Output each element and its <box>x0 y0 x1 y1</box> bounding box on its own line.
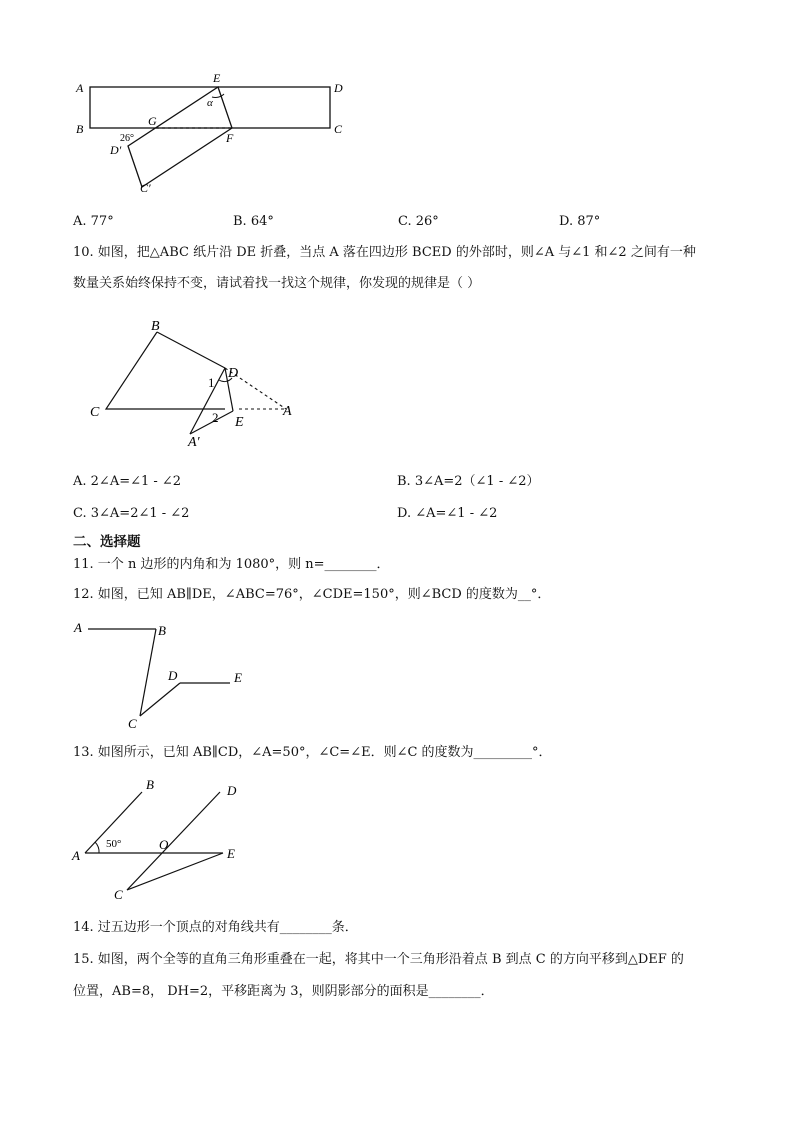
q15-text-line2: 位置，AB=8， DH=2，平移距离为 3，则阴影部分的面积是________． <box>73 984 494 999</box>
q10-option-b[interactable]: B. 3∠A=2（∠1 - ∠2） <box>397 474 540 489</box>
q14-text: 14. 过五边形一个顶点的对角线共有________条． <box>73 920 358 935</box>
label-B: B <box>76 122 84 136</box>
label-B: B <box>151 319 160 334</box>
q11-text: 11. 一个 n 边形的内角和为 1080°，则 n=________． <box>73 557 390 572</box>
q13-figure <box>70 775 260 905</box>
label-D: D <box>334 81 343 95</box>
q9-figure <box>70 70 370 200</box>
label-26-degree: 26° <box>120 133 134 144</box>
label-E: E <box>235 415 244 430</box>
q9-option-a[interactable]: A. 77° <box>73 214 114 229</box>
label-C: C <box>114 887 123 902</box>
label-E: E <box>213 71 221 85</box>
q10-option-d[interactable]: D. ∠A=∠1 - ∠2 <box>397 506 498 521</box>
q10-figure <box>80 312 310 452</box>
label-A: A <box>74 620 82 635</box>
label-E: E <box>234 670 242 685</box>
label-D: D <box>168 668 178 683</box>
q9-option-b[interactable]: B. 64° <box>233 214 274 229</box>
label-B: B <box>146 777 154 792</box>
label-D: D <box>227 783 237 798</box>
q13-text: 13. 如图所示，已知 AB∥CD，∠A=50°，∠C=∠E．则∠C 的度数为_________°． <box>73 745 552 760</box>
q10-option-c[interactable]: C. 3∠A=2∠1 - ∠2 <box>73 506 190 521</box>
q10-text-line2: 数量关系始终保持不变，请试着找一找这个规律，你发现的规律是（ ） <box>73 276 481 291</box>
label-O: O <box>159 837 169 852</box>
label-F: F <box>226 131 234 145</box>
label-A-prime: A′ <box>188 435 200 450</box>
label-D-prime: D′ <box>110 143 122 157</box>
label-C: C <box>90 405 100 420</box>
label-alpha: α <box>207 97 213 109</box>
label-A: A <box>283 404 292 419</box>
label-B: B <box>158 623 166 638</box>
q10-option-a[interactable]: A. 2∠A=∠1 - ∠2 <box>73 474 182 489</box>
label-C: C <box>334 122 343 136</box>
q9-option-c[interactable]: C. 26° <box>398 214 439 229</box>
q12-text: 12. 如图，已知 AB∥DE，∠ABC=76°，∠CDE=150°，则∠BCD 的度数为__°． <box>73 587 551 602</box>
label-angle-1: 1 <box>208 375 215 390</box>
label-A: A <box>72 848 80 863</box>
section-heading: 二、选择题 <box>73 534 141 550</box>
label-A: A <box>76 81 84 95</box>
label-50-degree: 50° <box>106 838 122 850</box>
q15-text-line1: 15. 如图，两个全等的直角三角形重叠在一起，将其中一个三角形沿着点 B 到点 C 的方向平移到△DEF 的 <box>73 952 684 967</box>
label-C-prime: C′ <box>140 181 151 195</box>
label-G: G <box>148 114 157 128</box>
q12-figure <box>70 618 260 733</box>
q9-option-d[interactable]: D. 87° <box>559 214 601 229</box>
label-E: E <box>227 846 235 861</box>
label-D: D <box>228 366 239 381</box>
label-angle-2: 2 <box>212 410 219 425</box>
q10-text-line1: 10. 如图，把△ABC 纸片沿 DE 折叠，当点 A 落在四边形 BCED 的外部时，则∠A 与∠1 和∠2 之间有一种 <box>73 245 696 260</box>
label-C: C <box>128 716 137 731</box>
